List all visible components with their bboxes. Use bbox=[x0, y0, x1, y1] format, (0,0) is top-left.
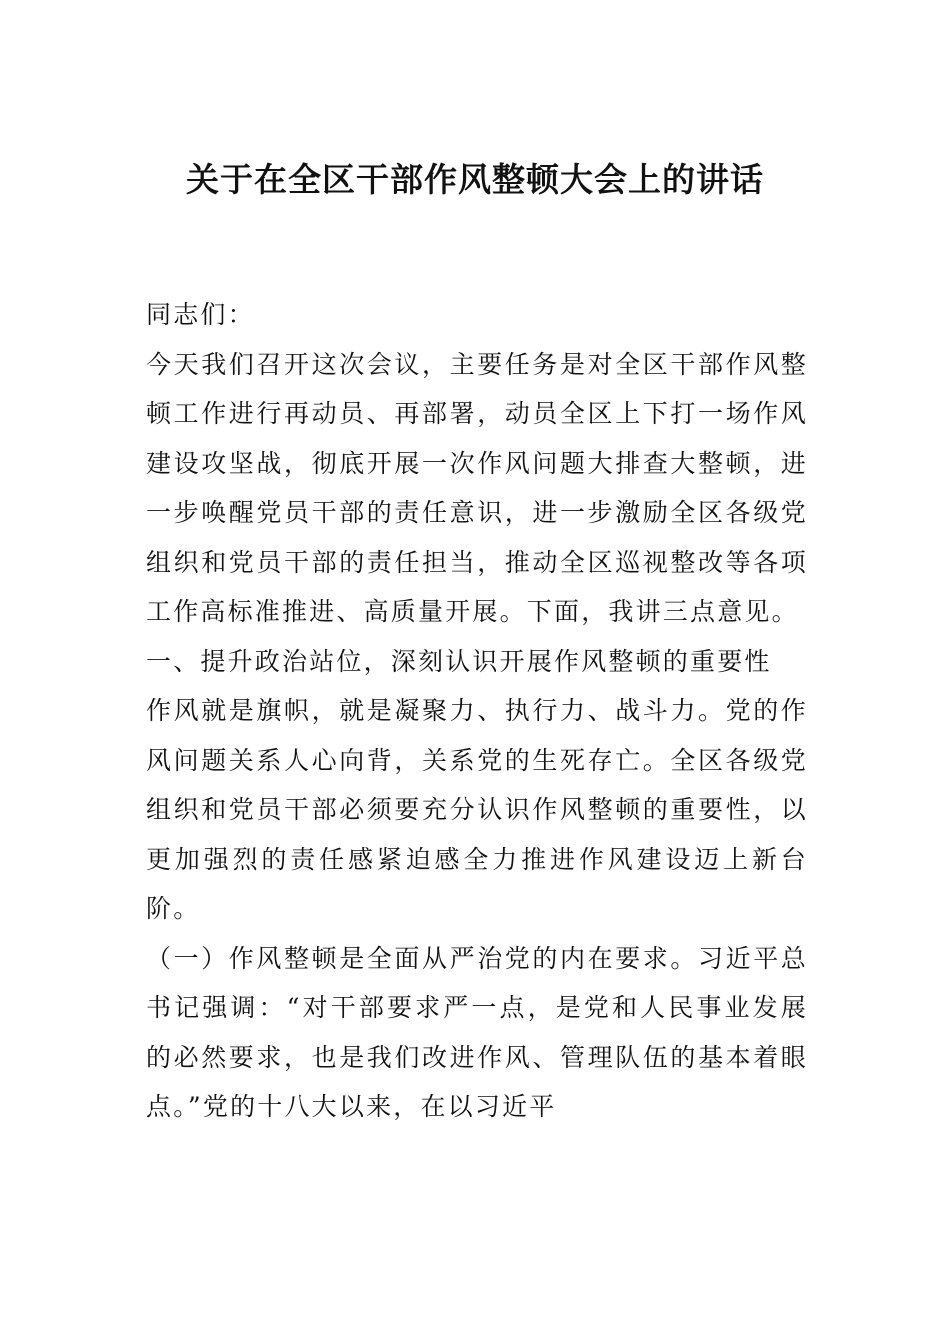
paragraph-section-1: 作风就是旗帜，就是凝聚力、执行力、战斗力。党的作风问题关系人心向背，关系党的生死存亡。全区各级党组织和党员干部必须要充分认识作风整顿的重要性，以更加强烈的责任感紧迫感全力推进作风建设迈上新台阶。 bbox=[146, 696, 808, 923]
salutation: 同志们： bbox=[146, 300, 255, 329]
paragraph-subsection-1: （一）作风整顿是全面从严治党的内在要求。习近平总书记强调：“对干部要求严一点，是党和人民事业发展的必然要求，也是我们改进作风、管理队伍的基本着眼点。”党的十八大以来，在以习近平 bbox=[146, 943, 808, 1121]
paragraph-opening: 今天我们召开这次会议，主要任务是对全区干部作风整顿工作进行再动员、再部署，动员全区上下打一场作风建设攻坚战，彻底开展一次作风问题大排查大整顿，进一步唤醒党员干部的责任意识，进一步激励全区各级党组织和党员干部的责任担当，推动全区巡视整改等各项工作高标准推进、高质量开展。下面，我讲三点意见。 bbox=[146, 349, 808, 626]
document-body bbox=[146, 290, 808, 1132]
document-title: 关于在全区干部作风整顿大会上的讲话 bbox=[186, 160, 764, 199]
section-heading-1: 一、提升政治站位，深刻认识开展作风整顿的重要性 bbox=[146, 646, 772, 676]
